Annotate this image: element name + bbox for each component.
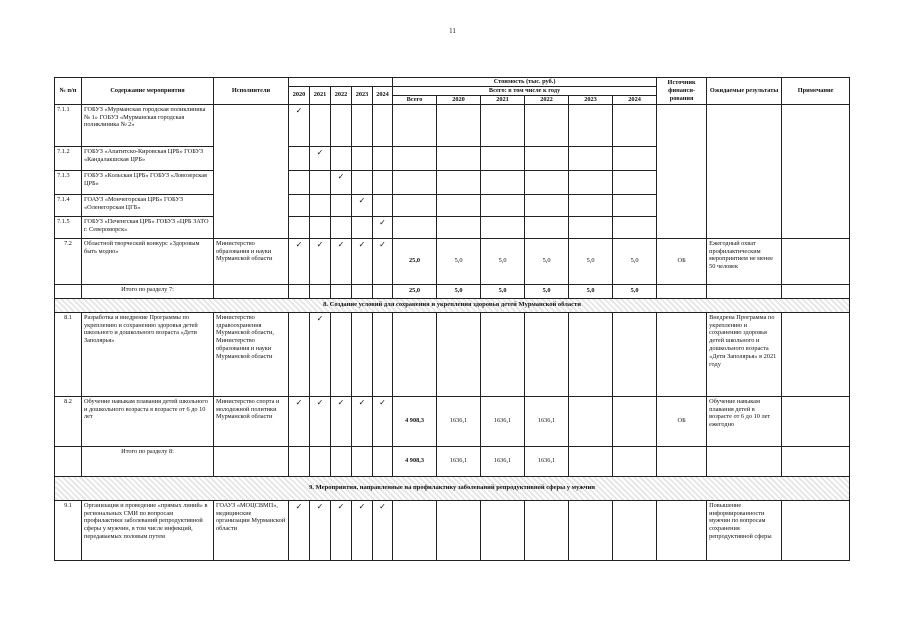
header-cost-incl: Всего: в том числе к году <box>393 86 657 95</box>
cost-value: 1636,1 <box>481 446 525 476</box>
header-cost-year: 2021 <box>481 95 525 104</box>
cost-value: 1636,1 <box>481 396 525 446</box>
header-executors: Исполнители <box>214 78 289 105</box>
check-icon: ✓ <box>331 170 352 194</box>
total-label: Итого по разделу 7: <box>82 284 214 298</box>
cost-value: 1636,1 <box>437 446 481 476</box>
header-num: № п/п <box>55 78 82 105</box>
check-icon: ✓ <box>373 216 393 238</box>
cost-total: 25,0 <box>393 238 437 284</box>
row-number: 7.1.5 <box>55 216 82 238</box>
header-year: 2024 <box>373 86 393 104</box>
row-number: 8.2 <box>55 396 82 446</box>
cost-value: 5,0 <box>569 238 613 284</box>
row-number: 7.1.1 <box>55 104 82 146</box>
table-row <box>55 284 850 298</box>
cost-total: 25,0 <box>393 284 437 298</box>
check-icon: ✓ <box>310 396 331 446</box>
check-icon: ✓ <box>331 500 352 560</box>
table-row <box>55 446 850 476</box>
cost-total: 4 908,3 <box>393 396 437 446</box>
check-icon: ✓ <box>289 500 310 560</box>
section-title: 9. Мероприятия, направленные на профилактику заболеваний репродуктивной сферы у мужчин <box>55 476 850 500</box>
check-icon: ✓ <box>352 194 373 216</box>
header-year: 2023 <box>352 86 373 104</box>
row-executors: ГОАУЗ «МОЦСВМП», медицинские организации Мурманской области <box>214 500 289 560</box>
row-number: 7.1.4 <box>55 194 82 216</box>
cost-value: 5,0 <box>613 238 657 284</box>
table-row <box>55 396 850 446</box>
row-content: Обучение навыкам плавания детей школьного и дошкольного возраста в возрасте от 6 до 10 лет <box>82 396 214 446</box>
check-icon: ✓ <box>310 238 331 284</box>
row-executors: Министерство образования и науки Мурманской области <box>214 238 289 284</box>
row-content: Областной творческий конкурс «Здоровым быть модно» <box>82 238 214 284</box>
expected-result: Обучение навыкам плавания детей в возрасте от 6 до 10 лет ежегодно <box>707 396 782 446</box>
row-content: ГОБУЗ «Печенгская ЦРБ» ГОБУЗ «ЦРБ ЗАТО г. Североморск» <box>82 216 214 238</box>
section-heading-row <box>55 298 850 312</box>
page-number: 11 <box>449 27 456 35</box>
check-icon: ✓ <box>310 500 331 560</box>
funding-source: ОБ <box>657 238 707 284</box>
check-icon: ✓ <box>352 396 373 446</box>
expected-result: Повышение информированности мужчин по вопросам сохранения репродуктивной сферы <box>707 500 782 560</box>
cost-value: 5,0 <box>481 284 525 298</box>
check-icon: ✓ <box>373 500 393 560</box>
check-icon: ✓ <box>310 146 331 170</box>
cost-value: 1636,1 <box>437 396 481 446</box>
header-year: 2021 <box>310 86 331 104</box>
row-number: 7.1.3 <box>55 170 82 194</box>
table-row <box>55 500 850 560</box>
check-icon: ✓ <box>373 238 393 284</box>
row-number: 7.1.2 <box>55 146 82 170</box>
expected-result: Ежегодный охват профилактическим мероприятием не менее 50 человек <box>707 238 782 284</box>
cost-value: 5,0 <box>613 284 657 298</box>
check-icon: ✓ <box>352 500 373 560</box>
table-row <box>55 238 850 284</box>
header-year: 2020 <box>289 86 310 104</box>
header-note: Примечание <box>782 78 850 105</box>
check-icon: ✓ <box>331 238 352 284</box>
row-executors: Министерство здравоохранения Мурманской области, Министерство образования и науки Мурманской области <box>214 312 289 396</box>
table-row <box>55 104 850 146</box>
check-icon: ✓ <box>289 396 310 446</box>
row-number: 8.1 <box>55 312 82 396</box>
header-years-blank <box>289 78 393 87</box>
cost-value: 5,0 <box>437 284 481 298</box>
check-icon: ✓ <box>310 312 331 396</box>
check-icon: ✓ <box>373 396 393 446</box>
check-icon: ✓ <box>289 238 310 284</box>
header-year: 2022 <box>331 86 352 104</box>
row-number: 7.2 <box>55 238 82 284</box>
expected-result: Внедрена Программа по укреплению и сохранению здоровья детей школьного и дошкольного возраста «Дети Заполярья» в 2021 году <box>707 312 782 396</box>
cost-value: 5,0 <box>525 238 569 284</box>
header-cost-year: 2022 <box>525 95 569 104</box>
row-content: Разработка и внедрение Программы по укреплению и сохранению здоровья детей школьного и дошкольного возраста «Дети Заполярья» <box>82 312 214 396</box>
cost-value: 5,0 <box>525 284 569 298</box>
check-icon: ✓ <box>331 396 352 446</box>
cost-value: 1636,1 <box>525 396 569 446</box>
header-expected: Ожидаемые результаты <box>707 78 782 105</box>
funding-source: ОБ <box>657 396 707 446</box>
row-content: ГОБУЗ «Мурманская городская поликлиника № 1» ГОБУЗ «Мурманская городская поликлиника № 2» <box>82 104 214 146</box>
header-content: Содержание мероприятия <box>82 78 214 105</box>
cost-value: 5,0 <box>481 238 525 284</box>
header-cost-year: 2023 <box>569 95 613 104</box>
row-content: ГОБУЗ «Апатитско-Кировская ЦРБ» ГОБУЗ «Кандалакшская ЦРБ» <box>82 146 214 170</box>
check-icon: ✓ <box>289 104 310 146</box>
total-label: Итого по разделу 8: <box>82 446 214 476</box>
row-executors: Министерство спорта и молодежной политики Мурманской области <box>214 396 289 446</box>
header-cost: Стоимость (тыс. руб.) <box>393 78 657 87</box>
header-cost-year: 2020 <box>437 95 481 104</box>
header-cost-year: 2024 <box>613 95 657 104</box>
measures-table <box>54 77 850 561</box>
check-icon: ✓ <box>352 238 373 284</box>
row-content: ГОАУЗ «Мончегорская ЦРБ» ГОБУЗ «Оленегорская ЦГБ» <box>82 194 214 216</box>
cost-value: 5,0 <box>437 238 481 284</box>
table-row <box>55 312 850 396</box>
header-source: Источник финанси-рования <box>657 78 707 105</box>
cost-value: 1636,1 <box>525 446 569 476</box>
section-title: 8. Создание условий для сохранения и укрепления здоровья детей Мурманской области <box>55 298 850 312</box>
header-total: Всего <box>393 95 437 104</box>
row-content: Организация и проведение «прямых линий» в региональных СМИ по вопросам профилактики заболеваний репродуктивной сферы у мужчин, в том числе инфекций, передаваемых половым путем <box>82 500 214 560</box>
cost-value: 5,0 <box>569 284 613 298</box>
cost-total: 4 908,3 <box>393 446 437 476</box>
row-content: ГОБУЗ «Кольская ЦРБ» ГОБУЗ «Ловозерская ЦРБ» <box>82 170 214 194</box>
section-heading-row <box>55 476 850 500</box>
row-number: 9.1 <box>55 500 82 560</box>
